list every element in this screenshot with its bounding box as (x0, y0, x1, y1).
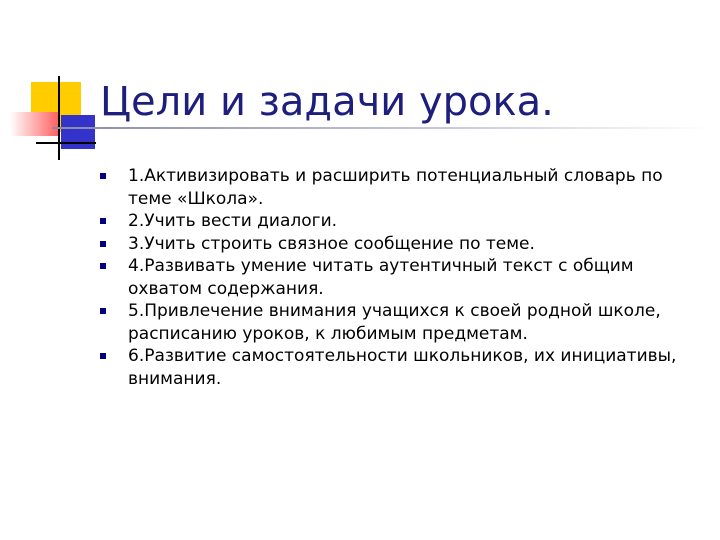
list-item (96, 233, 696, 256)
slide-title: Цели и задачи урока. (100, 79, 554, 125)
square-bullet-icon (100, 353, 106, 359)
square-bullet-icon (100, 173, 106, 179)
list-item (96, 210, 696, 233)
square-bullet-icon (100, 308, 106, 314)
bullet-list (96, 165, 696, 390)
list-item-text: 4.Развивать умение читать аутентичный текст с общим охватом содержания. (128, 256, 634, 299)
list-item-text: 1.Активизировать и расширить потенциальный словарь по теме «Школа». (128, 166, 663, 209)
list-item-text: 5.Привлечение внимания учащихся к своей родной школе, расписанию уроков, к любимым предметам. (128, 301, 661, 344)
list-item (96, 345, 696, 390)
list-item-text: 6.Развитие самостоятельности школьников, их инициативы, внимания. (128, 346, 677, 389)
list-item (96, 165, 696, 210)
red-bar (10, 112, 58, 136)
square-bullet-icon (100, 263, 106, 269)
list-item (96, 300, 696, 345)
list-item-text: 2.Учить вести диалоги. (128, 211, 338, 231)
square-bullet-icon (100, 218, 106, 224)
list-item-text: 3.Учить строить связное сообщение по теме. (128, 233, 535, 254)
list-item (96, 255, 696, 300)
square-bullet-icon (100, 241, 106, 247)
